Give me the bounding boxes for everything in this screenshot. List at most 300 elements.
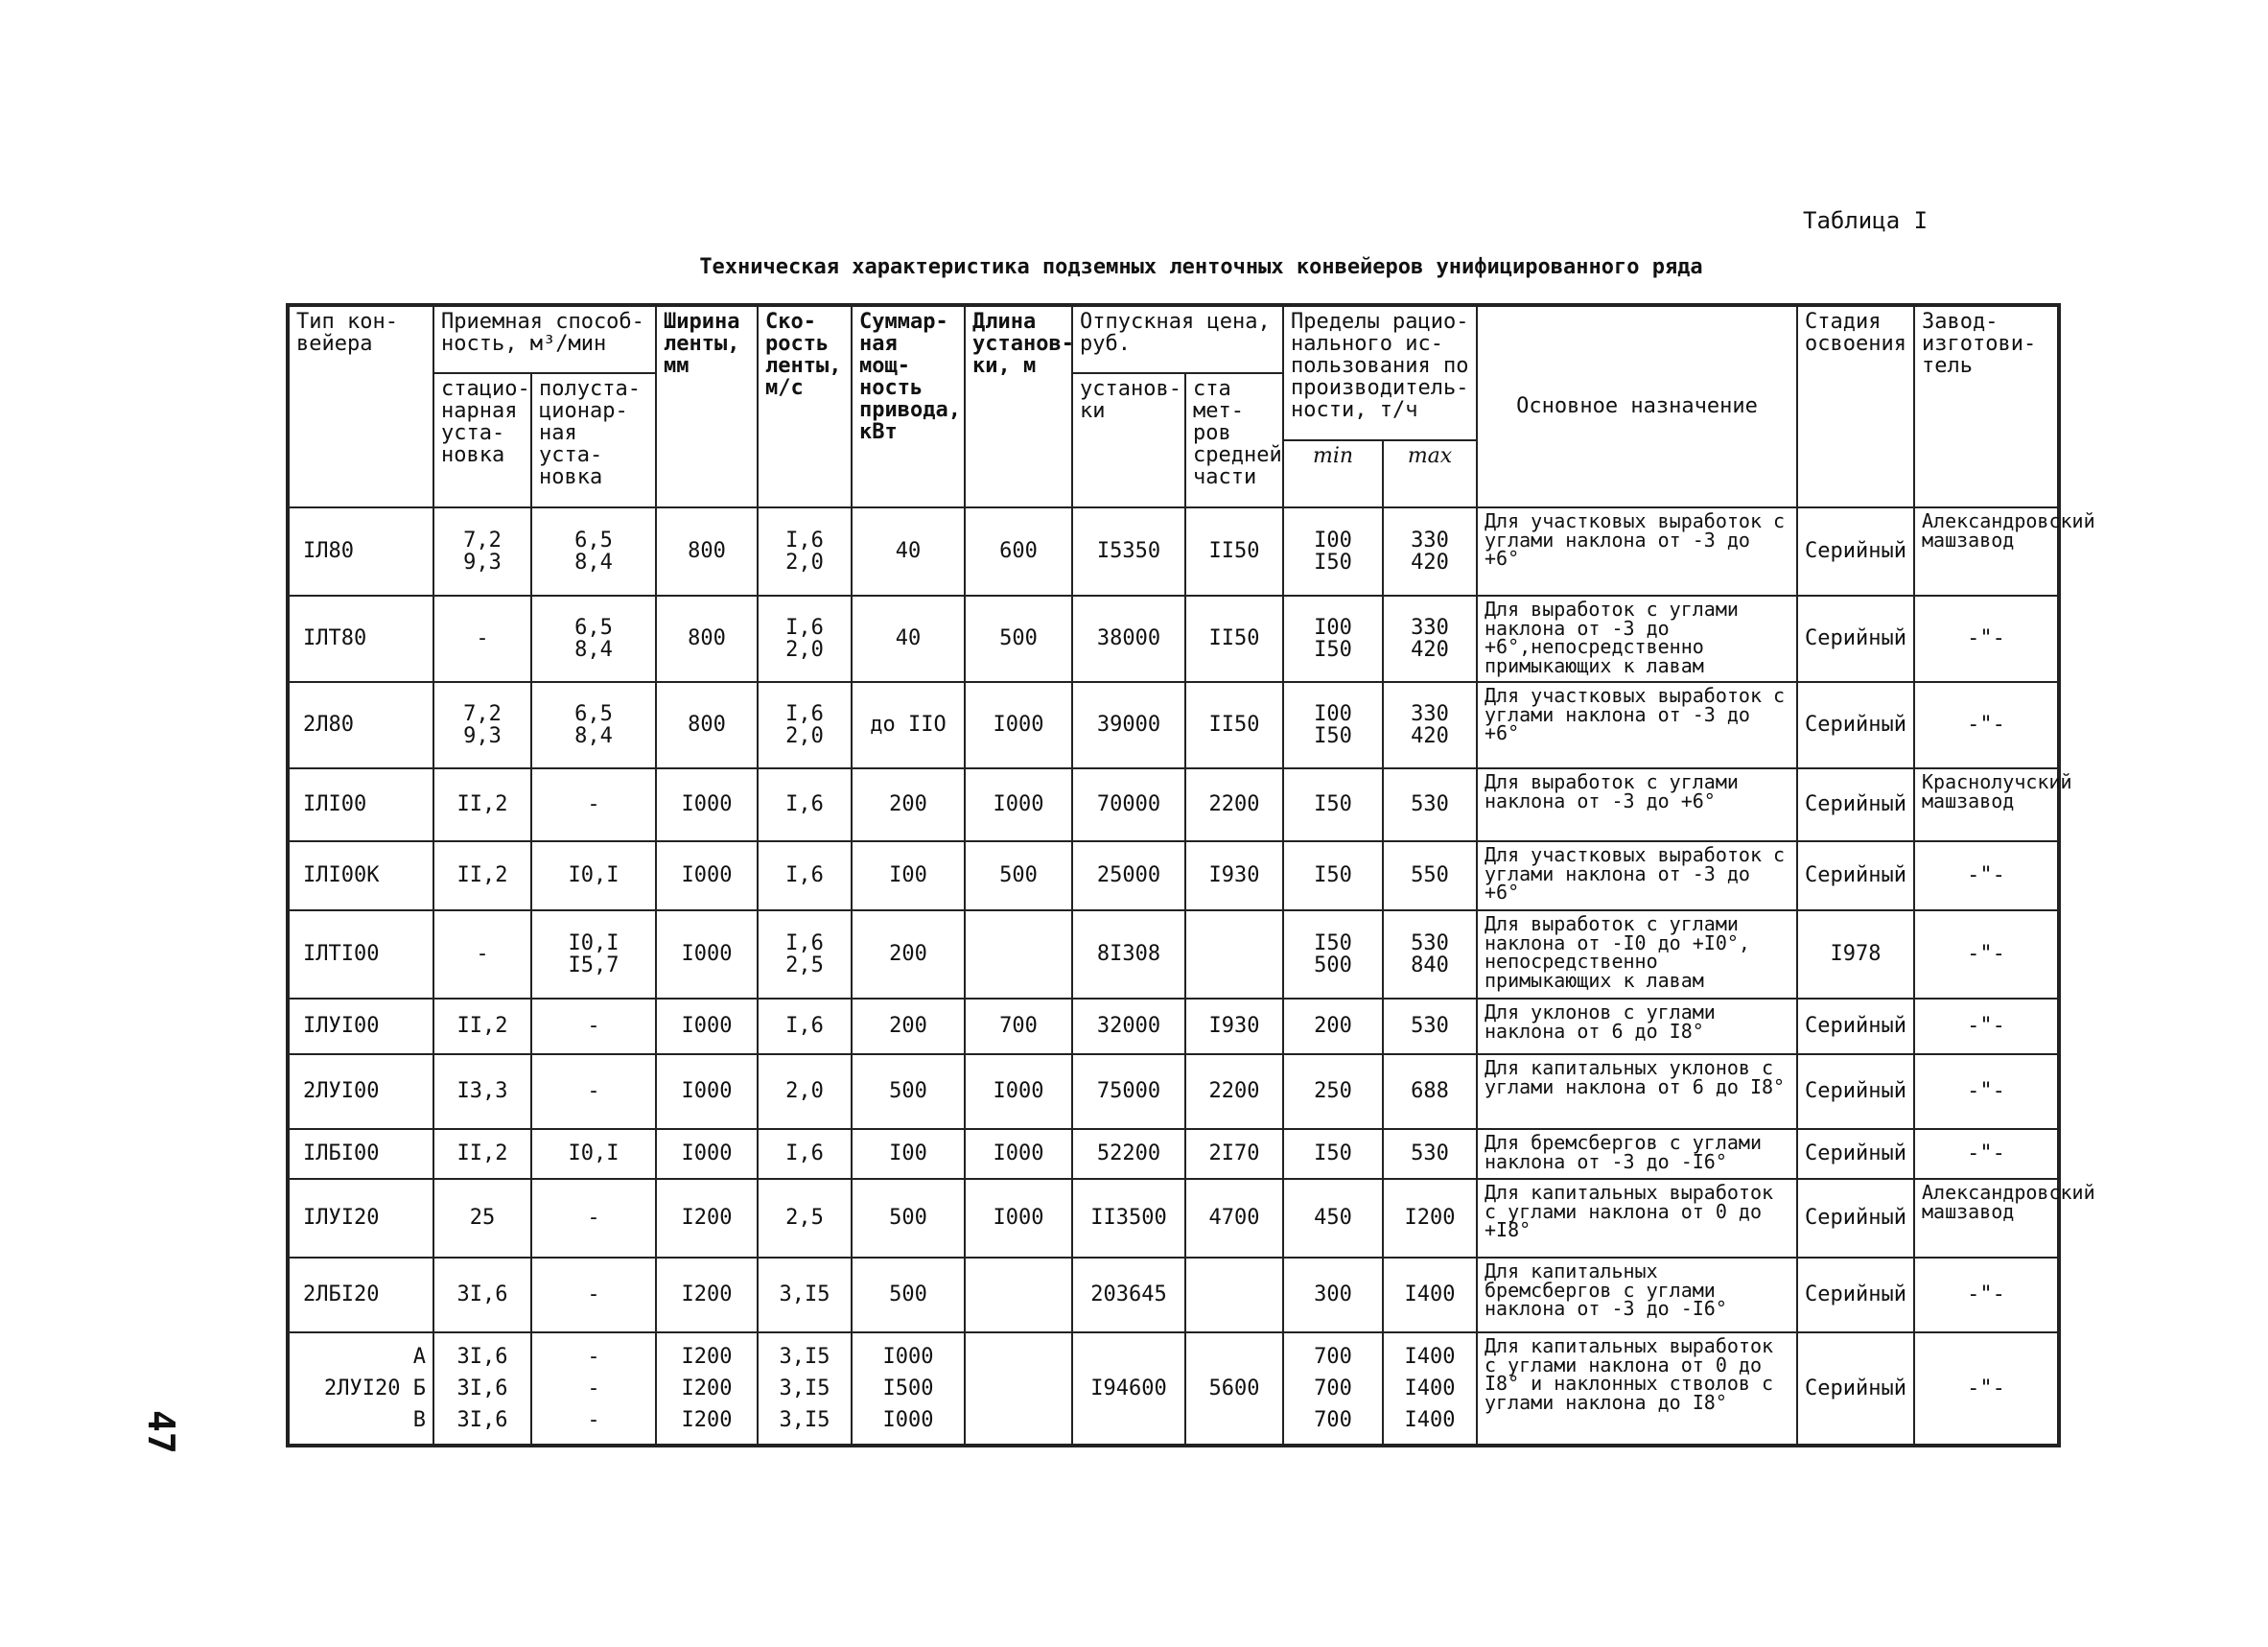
capacity-semi xyxy=(531,596,656,682)
purpose: Для выработок с углами наклона от -3 до +6°,непосредственно примыкающих к лавам xyxy=(1477,596,1797,682)
stage: Серийный xyxy=(1797,768,1914,841)
header-limits-max: max xyxy=(1383,440,1477,507)
purpose: Для капитальных выработок с углами наклона от 0 до I8° и наклонных стволов с углами наклона до I8° xyxy=(1477,1332,1797,1446)
belt-speed-line: 2,0 xyxy=(785,551,824,575)
price-middle xyxy=(1185,1258,1283,1332)
drive-power xyxy=(852,1258,965,1332)
drive-power-line: 500 xyxy=(889,1079,927,1104)
drive-power-line: 200 xyxy=(889,1014,927,1039)
factory: -"- xyxy=(1914,1332,2059,1446)
drive-power xyxy=(852,1129,965,1179)
conveyor-type: 2ЛУI00 xyxy=(288,1054,433,1129)
limit-min xyxy=(1283,841,1383,910)
install-length: 500 xyxy=(965,596,1072,682)
belt-speed xyxy=(758,910,852,999)
belt-speed-line: I,6 xyxy=(785,1014,824,1039)
conveyor-type: IЛТI00 xyxy=(288,910,433,999)
variant-line xyxy=(296,1373,426,1404)
factory: -"- xyxy=(1914,999,2059,1054)
capacity-stationary-line: 7,2 xyxy=(463,528,502,553)
page-number: 47 xyxy=(140,1410,182,1454)
limit-max-line: 530 xyxy=(1411,792,1449,817)
capacity-semi xyxy=(531,768,656,841)
capacity-semi-line: 6,5 xyxy=(574,701,613,726)
table-title: Техническая характеристика подземных ленточных конвейеров унифицированного ряда xyxy=(699,255,1703,279)
purpose: Для бремсбергов с углами наклона от -3 до -I6° xyxy=(1477,1129,1797,1179)
limit-min xyxy=(1283,682,1383,768)
capacity-semi-line: 6,5 xyxy=(574,528,613,553)
capacity-semi-line: - xyxy=(587,1014,600,1039)
conveyor-type: 2ЛБI20 xyxy=(288,1258,433,1332)
capacity-semi-line: 8,4 xyxy=(574,724,613,748)
limit-min-line: 700 xyxy=(1314,1408,1352,1432)
table-row xyxy=(288,910,2059,999)
purpose: Для выработок с углами наклона от -3 до +6° xyxy=(1477,768,1797,841)
purpose: Для участковых выработок с углами наклона от -3 до +6° xyxy=(1477,682,1797,768)
belt-width: I200 xyxy=(656,1179,758,1258)
capacity-stationary-line: 25 xyxy=(469,1206,496,1231)
belt-speed xyxy=(758,1258,852,1332)
install-length: 600 xyxy=(965,507,1072,596)
conveyor-type: IЛУI00 xyxy=(288,999,433,1054)
belt-speed-line: 3,I5 xyxy=(779,1376,830,1400)
variant-letter: А xyxy=(412,1345,426,1369)
purpose: Для уклонов с углами наклона от 6 до I8° xyxy=(1477,999,1797,1054)
capacity-semi-line: I0,I xyxy=(568,863,620,888)
capacity-stationary-line: II,2 xyxy=(456,1141,508,1166)
belt-speed-line: 2,0 xyxy=(785,724,824,748)
drive-power-line: до IIO xyxy=(870,713,947,738)
limit-max xyxy=(1383,841,1477,910)
factory: -"- xyxy=(1914,682,2059,768)
capacity-stationary-line: 3I,6 xyxy=(456,1282,508,1307)
capacity-stationary-line: II,2 xyxy=(456,1014,508,1039)
factory: -"- xyxy=(1914,1258,2059,1332)
header-stage: Стадия освоения xyxy=(1797,305,1914,507)
drive-power-line: I000 xyxy=(882,1345,934,1369)
purpose: Для участковых выработок с углами наклона от -3 до +6° xyxy=(1477,507,1797,596)
header-price: Отпускная цена, руб. xyxy=(1072,305,1283,373)
capacity-stationary xyxy=(433,1258,531,1332)
limit-min-line: I50 xyxy=(1314,724,1352,748)
belt-speed-line: I,6 xyxy=(785,792,824,817)
stage: Серийный xyxy=(1797,1179,1914,1258)
header-capacity-stationary: стацио-нарная уста-новка xyxy=(433,373,531,507)
capacity-stationary xyxy=(433,1129,531,1179)
stage: Серийный xyxy=(1797,596,1914,682)
capacity-stationary-line: 3I,6 xyxy=(456,1345,508,1369)
header-belt-speed: Ско-рость ленты, м/с xyxy=(758,305,852,507)
stage: Серийный xyxy=(1797,999,1914,1054)
limit-max xyxy=(1383,910,1477,999)
stage: Серийный xyxy=(1797,507,1914,596)
price-middle: 2200 xyxy=(1185,1054,1283,1129)
limit-max-line: I400 xyxy=(1404,1408,1456,1432)
belt-speed-line: 2,5 xyxy=(785,953,824,977)
price-middle: I930 xyxy=(1185,999,1283,1054)
purpose: Для участковых выработок с углами наклона от -3 до +6° xyxy=(1477,841,1797,910)
limit-max-line: 688 xyxy=(1411,1079,1449,1104)
price-middle: I930 xyxy=(1185,841,1283,910)
capacity-semi-line: - xyxy=(587,1408,600,1432)
capacity-stationary xyxy=(433,1179,531,1258)
capacity-stationary-line: 3I,6 xyxy=(456,1408,508,1432)
limit-max xyxy=(1383,1179,1477,1258)
variant-letter: В xyxy=(412,1408,426,1432)
conveyor-table xyxy=(286,303,2095,1447)
capacity-stationary-line: - xyxy=(476,626,489,651)
price-middle: II50 xyxy=(1185,507,1283,596)
conveyor-type: IЛУI20 xyxy=(288,1179,433,1258)
factory: -"- xyxy=(1914,910,2059,999)
belt-speed-line: 2,0 xyxy=(785,1079,824,1104)
conveyor-type: IЛТ80 xyxy=(288,596,433,682)
limit-min-line: 300 xyxy=(1314,1282,1352,1307)
belt-speed-line: 3,I5 xyxy=(779,1408,830,1432)
belt-speed xyxy=(758,1179,852,1258)
drive-power-line: 200 xyxy=(889,792,927,817)
capacity-stationary-line: 9,3 xyxy=(463,551,502,575)
factory: -"- xyxy=(1914,596,2059,682)
table-row xyxy=(288,1054,2059,1129)
purpose: Для капитальных выработок с углами наклона от 0 до +I8° xyxy=(1477,1179,1797,1258)
drive-power xyxy=(852,1054,965,1129)
drive-power-line: I00 xyxy=(889,1141,927,1166)
capacity-semi xyxy=(531,999,656,1054)
price-middle: 5600 xyxy=(1185,1332,1283,1446)
drive-power-line: I00 xyxy=(889,863,927,888)
header-limits-min: min xyxy=(1283,440,1383,507)
variant-line xyxy=(296,1404,426,1436)
capacity-semi xyxy=(531,507,656,596)
capacity-semi-line: I0,I xyxy=(568,930,620,955)
install-length: 500 xyxy=(965,841,1072,910)
header-length: Длина установ-ки, м xyxy=(965,305,1072,507)
capacity-semi xyxy=(531,1258,656,1332)
capacity-stationary xyxy=(433,596,531,682)
limit-max-line: 530 xyxy=(1411,1141,1449,1166)
price-middle xyxy=(1185,910,1283,999)
factory: -"- xyxy=(1914,1054,2059,1129)
conveyor-type: IЛI00 xyxy=(288,768,433,841)
conveyor-type: IЛБI00 xyxy=(288,1129,433,1179)
variant-line xyxy=(296,1341,426,1373)
capacity-semi xyxy=(531,1179,656,1258)
belt-speed-line: I,6 xyxy=(785,701,824,726)
table-row xyxy=(288,596,2059,682)
belt-speed xyxy=(758,768,852,841)
belt-width: I000 xyxy=(656,1129,758,1179)
table-row xyxy=(288,1129,2059,1179)
factory: Краснолучский машзавод xyxy=(1914,768,2059,841)
conveyor-type xyxy=(288,1332,433,1446)
limit-min-line: I00 xyxy=(1314,615,1352,640)
limit-min-line: I50 xyxy=(1314,551,1352,575)
capacity-semi-line: - xyxy=(587,1079,600,1104)
header-purpose: Основное назначение xyxy=(1477,305,1797,507)
table-row xyxy=(288,841,2059,910)
variant-letter: Б xyxy=(412,1376,426,1400)
factory: -"- xyxy=(1914,841,2059,910)
belt-speed-line: I,6 xyxy=(785,863,824,888)
drive-power xyxy=(852,910,965,999)
table-row xyxy=(288,507,2059,596)
limit-min-line: I50 xyxy=(1314,1141,1352,1166)
drive-power-line: 200 xyxy=(889,942,927,967)
limit-max-line: I200 xyxy=(1404,1206,1456,1231)
drive-power-line: 500 xyxy=(889,1282,927,1307)
limit-min-line: 450 xyxy=(1314,1206,1352,1231)
price-middle: 4700 xyxy=(1185,1179,1283,1258)
belt-width-line: I200 xyxy=(681,1376,733,1400)
belt-width-line: I200 xyxy=(681,1345,733,1369)
capacity-stationary-line: I3,3 xyxy=(456,1079,508,1104)
capacity-stationary xyxy=(433,1332,531,1446)
price-install: I94600 xyxy=(1072,1332,1185,1446)
limit-max-line: 420 xyxy=(1411,638,1449,662)
belt-width: 800 xyxy=(656,682,758,768)
limit-min xyxy=(1283,910,1383,999)
limit-max xyxy=(1383,596,1477,682)
header-limits: Пределы рацио-нального ис-пользования по производитель-ности, т/ч xyxy=(1283,305,1477,440)
install-length: I000 xyxy=(965,768,1072,841)
price-middle: II50 xyxy=(1185,682,1283,768)
drive-power xyxy=(852,999,965,1054)
capacity-stationary-line: 7,2 xyxy=(463,701,502,726)
limit-min-line: 200 xyxy=(1314,1014,1352,1039)
limit-min xyxy=(1283,1332,1383,1446)
drive-power xyxy=(852,596,965,682)
header-type: Тип кон-вейера xyxy=(288,305,433,507)
capacity-semi xyxy=(531,910,656,999)
limit-max-line: 330 xyxy=(1411,528,1449,553)
stage: Серийный xyxy=(1797,1258,1914,1332)
header-price-middle: ста мет-ров средней части xyxy=(1185,373,1283,507)
belt-speed-line: 3,I5 xyxy=(779,1345,830,1369)
capacity-semi-line: 8,4 xyxy=(574,638,613,662)
drive-power xyxy=(852,841,965,910)
drive-power-line: I500 xyxy=(882,1376,934,1400)
capacity-stationary xyxy=(433,507,531,596)
capacity-semi xyxy=(531,1054,656,1129)
limit-min xyxy=(1283,596,1383,682)
capacity-stationary-line: II,2 xyxy=(456,863,508,888)
limit-max xyxy=(1383,999,1477,1054)
purpose: Для капитальных уклонов с углами наклона от 6 до I8° xyxy=(1477,1054,1797,1129)
belt-width: I000 xyxy=(656,1054,758,1129)
table-row xyxy=(288,999,2059,1054)
install-length: I000 xyxy=(965,1054,1072,1129)
limit-max-line: I400 xyxy=(1404,1282,1456,1307)
drive-power xyxy=(852,682,965,768)
price-install: 25000 xyxy=(1072,841,1185,910)
purpose: Для выработок с углами наклона от -I0 до +I0°, непосредственно примыкающих к лавам xyxy=(1477,910,1797,999)
belt-speed-line: 3,I5 xyxy=(779,1282,830,1307)
capacity-semi-line: - xyxy=(587,1282,600,1307)
belt-speed-line: I,6 xyxy=(785,1141,824,1166)
belt-speed-line: I,6 xyxy=(785,615,824,640)
variant-type-name: 2ЛУI20 xyxy=(324,1376,401,1400)
belt-speed xyxy=(758,1129,852,1179)
capacity-stationary xyxy=(433,999,531,1054)
conveyor-type: IЛ80 xyxy=(288,507,433,596)
limit-min-line: I50 xyxy=(1314,863,1352,888)
install-length: 700 xyxy=(965,999,1072,1054)
limit-min xyxy=(1283,999,1383,1054)
capacity-semi xyxy=(531,682,656,768)
price-install: 70000 xyxy=(1072,768,1185,841)
table-row xyxy=(288,682,2059,768)
capacity-semi-line: - xyxy=(587,1376,600,1400)
table-row xyxy=(288,1332,2059,1446)
limit-max-line: 530 xyxy=(1411,1014,1449,1039)
limit-max xyxy=(1383,1054,1477,1129)
price-middle: II50 xyxy=(1185,596,1283,682)
belt-width: 800 xyxy=(656,596,758,682)
capacity-stationary xyxy=(433,1054,531,1129)
purpose: Для капитальных бремсбергов с углами наклона от -3 до -I6° xyxy=(1477,1258,1797,1332)
capacity-semi xyxy=(531,1129,656,1179)
drive-power-line: 40 xyxy=(895,539,922,564)
limit-max-line: 530 xyxy=(1411,930,1449,955)
limit-max xyxy=(1383,768,1477,841)
header-factory: Завод-изготови-тель xyxy=(1914,305,2059,507)
limit-min-line: 700 xyxy=(1314,1345,1352,1369)
belt-speed-line: 2,0 xyxy=(785,638,824,662)
factory: Александровский машзавод xyxy=(1914,507,2059,596)
belt-speed-line: I,6 xyxy=(785,528,824,553)
price-install: 52200 xyxy=(1072,1129,1185,1179)
conveyor-type: IЛI00К xyxy=(288,841,433,910)
limit-min xyxy=(1283,768,1383,841)
belt-width: I200 xyxy=(656,1258,758,1332)
limit-min-line: I50 xyxy=(1314,930,1352,955)
header-price-install: установ-ки xyxy=(1072,373,1185,507)
limit-max xyxy=(1383,682,1477,768)
capacity-stationary-line: II,2 xyxy=(456,792,508,817)
limit-min xyxy=(1283,507,1383,596)
limit-min xyxy=(1283,1054,1383,1129)
table-row xyxy=(288,1258,2059,1332)
stage: I978 xyxy=(1797,910,1914,999)
belt-width: I000 xyxy=(656,841,758,910)
install-length: I000 xyxy=(965,682,1072,768)
limit-max-line: 420 xyxy=(1411,724,1449,748)
limit-min xyxy=(1283,1179,1383,1258)
stage: Серийный xyxy=(1797,1332,1914,1446)
belt-speed xyxy=(758,841,852,910)
stage: Серийный xyxy=(1797,1054,1914,1129)
limit-max-line: 420 xyxy=(1411,551,1449,575)
capacity-semi-line: - xyxy=(587,792,600,817)
limit-max xyxy=(1383,507,1477,596)
price-middle: 2I70 xyxy=(1185,1129,1283,1179)
limit-max-line: 330 xyxy=(1411,701,1449,726)
belt-speed-line: I,6 xyxy=(785,930,824,955)
capacity-semi xyxy=(531,841,656,910)
price-middle: 2200 xyxy=(1185,768,1283,841)
limit-min-line: I00 xyxy=(1314,528,1352,553)
stage: Серийный xyxy=(1797,841,1914,910)
belt-speed-line: 2,5 xyxy=(785,1206,824,1231)
belt-width: I000 xyxy=(656,999,758,1054)
limit-max xyxy=(1383,1258,1477,1332)
limit-max xyxy=(1383,1332,1477,1446)
capacity-semi-line: 6,5 xyxy=(574,615,613,640)
limit-min-line: I00 xyxy=(1314,701,1352,726)
table-label: Таблица I xyxy=(1803,207,1929,234)
conveyor-type: 2Л80 xyxy=(288,682,433,768)
capacity-stationary xyxy=(433,682,531,768)
limit-max xyxy=(1383,1129,1477,1179)
capacity-stationary-line: - xyxy=(476,942,489,967)
install-length xyxy=(965,1332,1072,1446)
drive-power xyxy=(852,507,965,596)
header-power: Суммар-ная мощ-ность привода, кВт xyxy=(852,305,965,507)
limit-min-line: I50 xyxy=(1314,638,1352,662)
price-install: I5350 xyxy=(1072,507,1185,596)
install-length: I000 xyxy=(965,1179,1072,1258)
capacity-stationary xyxy=(433,910,531,999)
drive-power xyxy=(852,1179,965,1258)
limit-max-line: 550 xyxy=(1411,863,1449,888)
stage: Серийный xyxy=(1797,1129,1914,1179)
table-row xyxy=(288,768,2059,841)
price-install: 8I308 xyxy=(1072,910,1185,999)
install-length xyxy=(965,910,1072,999)
stage: Серийный xyxy=(1797,682,1914,768)
belt-speed xyxy=(758,507,852,596)
limit-min xyxy=(1283,1129,1383,1179)
install-length xyxy=(965,1258,1072,1332)
limit-min xyxy=(1283,1258,1383,1332)
header-capacity: Приемная способ-ность, м³/мин xyxy=(433,305,656,373)
capacity-semi-line: - xyxy=(587,1345,600,1369)
price-install: 75000 xyxy=(1072,1054,1185,1129)
drive-power-line: 500 xyxy=(889,1206,927,1231)
belt-width xyxy=(656,1332,758,1446)
limit-min-line: 250 xyxy=(1314,1079,1352,1104)
belt-width: I000 xyxy=(656,910,758,999)
limit-min-line: 700 xyxy=(1314,1376,1352,1400)
capacity-semi-line: I5,7 xyxy=(568,953,620,977)
install-length: I000 xyxy=(965,1129,1072,1179)
limit-min-line: 500 xyxy=(1314,953,1352,977)
belt-speed xyxy=(758,1332,852,1446)
table-row xyxy=(288,1179,2059,1258)
capacity-semi xyxy=(531,1332,656,1446)
capacity-semi-line: - xyxy=(587,1206,600,1231)
belt-speed xyxy=(758,1054,852,1129)
price-install: 39000 xyxy=(1072,682,1185,768)
limit-max-line: I400 xyxy=(1404,1376,1456,1400)
capacity-stationary xyxy=(433,768,531,841)
limit-max-line: 840 xyxy=(1411,953,1449,977)
capacity-semi-line: 8,4 xyxy=(574,551,613,575)
limit-max-line: I400 xyxy=(1404,1345,1456,1369)
belt-speed xyxy=(758,596,852,682)
belt-width: I000 xyxy=(656,768,758,841)
capacity-stationary xyxy=(433,841,531,910)
belt-width-line: I200 xyxy=(681,1408,733,1432)
capacity-stationary-line: 3I,6 xyxy=(456,1376,508,1400)
limit-max-line: 330 xyxy=(1411,615,1449,640)
drive-power xyxy=(852,1332,965,1446)
drive-power-line: I000 xyxy=(882,1408,934,1432)
drive-power-line: 40 xyxy=(895,626,922,651)
header-belt-width: Ширина ленты, мм xyxy=(656,305,758,507)
drive-power xyxy=(852,768,965,841)
